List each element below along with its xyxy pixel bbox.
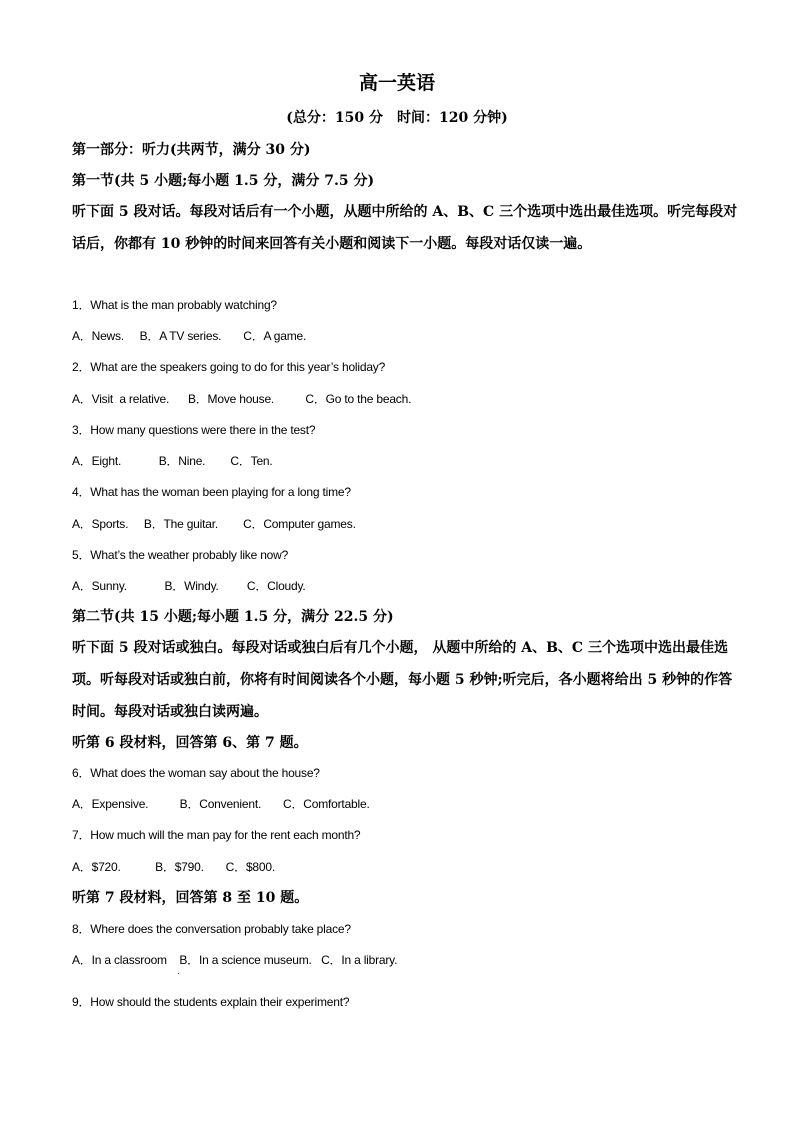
question-3: 3．How many questions were there in the test? bbox=[72, 423, 316, 437]
section1-directions: 听下面 5 段对话。每段对话后有一个小题，从题中所给的 A、B、C 三个选项中选出最佳选项。听完每段对话后，你都有 10 秒钟的时间来回答有关小题和阅读下一小题。每段对话仅读一遍。 bbox=[72, 204, 738, 252]
section2-directions: 听下面 5 段对话或独白。每段对话或独白后有几个小题， 从题中所给的 A、B、C 三个选项中选出最佳选项。听每段对话或独白前，你将有时间阅读各个小题，每小题 5 秒钟;听完后，各小题将给出 5 秒钟的作答时间。每段对话或独白读两遍。 bbox=[72, 640, 733, 720]
section2-heading: 第二节(共 15 小题;每小题 1.5 分，满分 22.5 分) bbox=[72, 609, 394, 625]
question-6-options: A．Expensive. B．Convenient. C．Comfortable. bbox=[72, 797, 370, 811]
material-7-instruction: 听第 7 段材料，回答第 8 至 10 题。 bbox=[72, 890, 309, 906]
part1-heading: 第一部分：听力(共两节，满分 30 分) bbox=[72, 142, 311, 158]
section1-heading: 第一节(共 5 小题;每小题 1.5 分，满分 7.5 分) bbox=[72, 173, 375, 189]
document-title: 高一英语 bbox=[358, 72, 435, 94]
question-2: 2．What are the speakers going to do for this year’s holiday? bbox=[72, 360, 386, 374]
question-4-options: A．Sports. B．The guitar. C．Computer games. bbox=[72, 517, 356, 531]
question-7: 7．How much will the man pay for the rent each month? bbox=[72, 828, 361, 842]
question-8-options: A．In a classroom B．In a science museum. C．In a library. bbox=[72, 953, 398, 967]
question-8: 8．Where does the conversation probably take place? bbox=[72, 922, 351, 936]
question-1: 1．What is the man probably watching? bbox=[72, 298, 277, 312]
material-6-instruction: 听第 6 段材料，回答第 6、第 7 题。 bbox=[72, 735, 308, 751]
question-5-options: A．Sunny. B．Windy. C．Cloudy. bbox=[72, 579, 306, 593]
question-6: 6．What does the woman say about the house? bbox=[72, 766, 320, 780]
question-7-options: A．$720. B．$790. C．$800. bbox=[72, 860, 275, 874]
question-5: 5．What’s the weather probably like now? bbox=[72, 548, 289, 562]
question-2-options: A．Visit a relative. B．Move house. C．Go to the beach. bbox=[72, 392, 412, 406]
document-subtitle: (总分：150 分 时间：120 分钟) bbox=[286, 110, 508, 126]
stray-dot-mark bbox=[178, 973, 179, 974]
question-1-options: A．News. B．A TV series. C．A game. bbox=[72, 329, 307, 343]
question-4: 4．What has the woman been playing for a long time? bbox=[72, 485, 351, 499]
question-9: 9．How should the students explain their experiment? bbox=[72, 995, 350, 1009]
question-3-options: A．Eight. B．Nine. C．Ten. bbox=[72, 454, 273, 468]
